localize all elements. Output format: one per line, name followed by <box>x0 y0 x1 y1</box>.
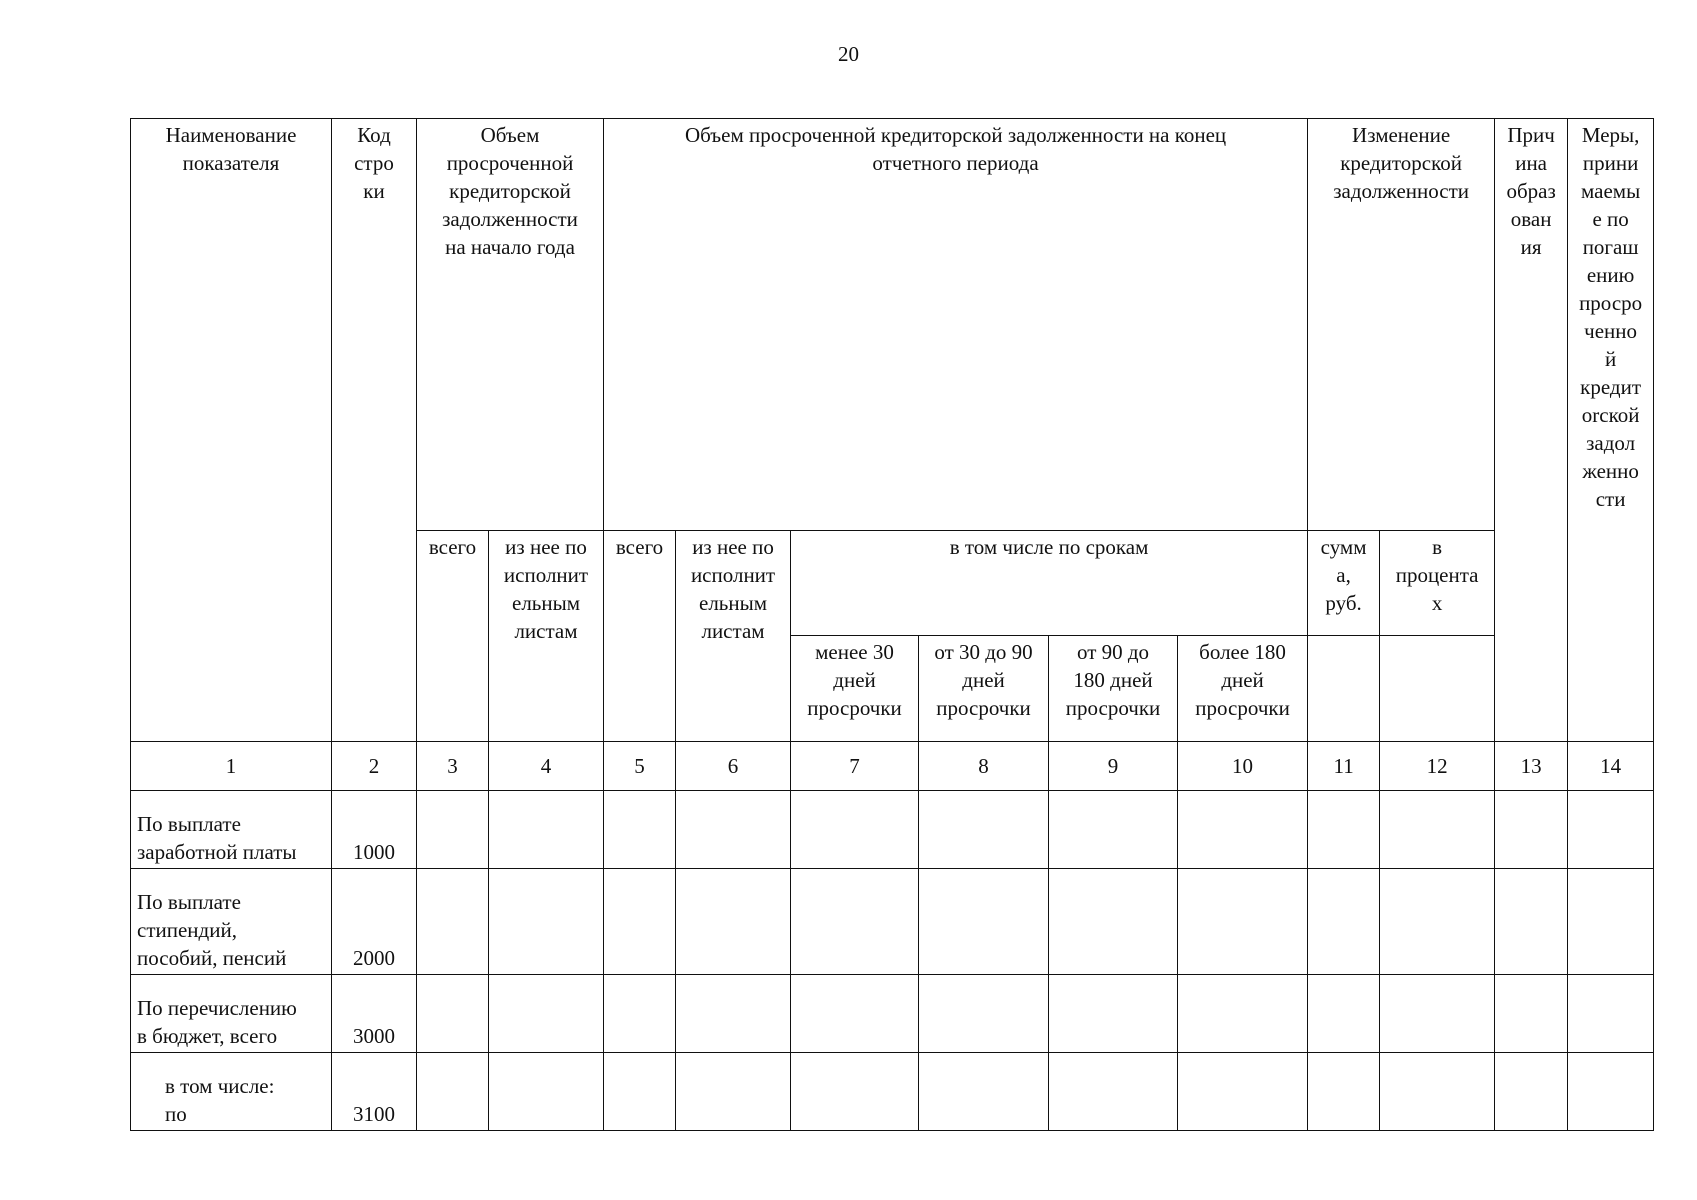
empty-cell <box>604 1053 676 1131</box>
column-number: 7 <box>791 742 919 791</box>
page-number: 20 <box>838 42 859 66</box>
empty-cell <box>1380 869 1495 975</box>
empty-cell <box>489 1053 604 1131</box>
empty-cell <box>791 869 919 975</box>
empty-cell <box>791 791 919 869</box>
empty-cell <box>1495 975 1568 1053</box>
column-number: 12 <box>1380 742 1495 791</box>
header-change-sum: сумм а, руб. <box>1308 531 1380 636</box>
column-number: 4 <box>489 742 604 791</box>
empty-cell <box>1178 975 1308 1053</box>
empty-cell <box>1049 1053 1178 1131</box>
header-change-sum-blank <box>1308 636 1380 742</box>
empty-cell <box>919 1053 1049 1131</box>
header-end-total: всего <box>604 531 676 742</box>
column-number: 2 <box>332 742 417 791</box>
column-number: 10 <box>1178 742 1308 791</box>
empty-cell <box>1049 791 1178 869</box>
empty-cell <box>1178 1053 1308 1131</box>
empty-cell <box>791 1053 919 1131</box>
header-measures: Меры, прини маемы е по погаш ению просро ченно й кредит orской задол женно сти <box>1568 119 1654 742</box>
row-name: По выплате заработной платы <box>131 791 332 869</box>
header-begin-year-volume: Объем просроченной кредиторской задолженности на начало года <box>417 119 604 531</box>
empty-cell <box>604 791 676 869</box>
header-by-terms: в том числе по срокам <box>791 531 1308 636</box>
header-end-writs: из нее по исполнит ельным листам <box>676 531 791 742</box>
empty-cell <box>1568 1053 1654 1131</box>
empty-cell <box>604 869 676 975</box>
column-number: 1 <box>131 742 332 791</box>
empty-cell <box>1308 975 1380 1053</box>
empty-cell <box>1380 1053 1495 1131</box>
row-code: 3100 <box>332 1053 417 1131</box>
empty-cell <box>417 1053 489 1131</box>
header-end-period-volume: Объем просроченной кредиторской задолженности на конец отчетного периода <box>604 119 1308 531</box>
empty-cell <box>1308 791 1380 869</box>
empty-cell <box>1495 1053 1568 1131</box>
header-change: Изменение кредиторской задолженности <box>1308 119 1495 531</box>
column-number: 11 <box>1308 742 1380 791</box>
column-number: 9 <box>1049 742 1178 791</box>
column-number: 5 <box>604 742 676 791</box>
empty-cell <box>1380 791 1495 869</box>
empty-cell <box>676 791 791 869</box>
header-term-30-90: от 30 до 90 дней просрочки <box>919 636 1049 742</box>
empty-cell <box>1049 869 1178 975</box>
table-row <box>131 975 1654 1053</box>
empty-cell <box>676 869 791 975</box>
table-row <box>131 1053 1654 1131</box>
header-indicator-name: Наименование показателя <box>131 119 332 742</box>
column-number: 8 <box>919 742 1049 791</box>
empty-cell <box>1568 791 1654 869</box>
table-row <box>131 869 1654 975</box>
empty-cell <box>1178 869 1308 975</box>
overdue-payables-table <box>130 118 1654 1131</box>
empty-cell <box>489 975 604 1053</box>
empty-cell <box>417 869 489 975</box>
empty-cell <box>1049 975 1178 1053</box>
column-number: 13 <box>1495 742 1568 791</box>
empty-cell <box>676 1053 791 1131</box>
column-number: 14 <box>1568 742 1654 791</box>
row-code: 2000 <box>332 869 417 975</box>
header-reason: Прич ина образ ован ия <box>1495 119 1568 742</box>
row-name: По перечислению в бюджет, всего <box>131 975 332 1053</box>
column-number: 3 <box>417 742 489 791</box>
empty-cell <box>1495 869 1568 975</box>
empty-cell <box>919 975 1049 1053</box>
row-code: 3000 <box>332 975 417 1053</box>
empty-cell <box>1568 869 1654 975</box>
empty-cell <box>1568 975 1654 1053</box>
row-name: в том числе: по <box>131 1053 332 1131</box>
empty-cell <box>1380 975 1495 1053</box>
header-begin-total: всего <box>417 531 489 742</box>
empty-cell <box>1308 1053 1380 1131</box>
empty-cell <box>1495 791 1568 869</box>
empty-cell <box>417 975 489 1053</box>
header-term-90-180: от 90 до 180 дней просрочки <box>1049 636 1178 742</box>
empty-cell <box>919 869 1049 975</box>
table-row <box>131 791 1654 869</box>
empty-cell <box>919 791 1049 869</box>
header-term-under-30: менее 30 дней просрочки <box>791 636 919 742</box>
empty-cell <box>489 791 604 869</box>
empty-cell <box>489 869 604 975</box>
header-begin-writs: из нее по исполнит ельным листам <box>489 531 604 742</box>
column-number: 6 <box>676 742 791 791</box>
empty-cell <box>1308 869 1380 975</box>
empty-cell <box>676 975 791 1053</box>
header-row-code: Код стро ки <box>332 119 417 742</box>
header-change-percent-blank <box>1380 636 1495 742</box>
empty-cell <box>1178 791 1308 869</box>
empty-cell <box>417 791 489 869</box>
row-name: По выплате стипендий, пособий, пенсий <box>131 869 332 975</box>
header-term-over-180: более 180 дней просрочки <box>1178 636 1308 742</box>
empty-cell <box>604 975 676 1053</box>
row-code: 1000 <box>332 791 417 869</box>
empty-cell <box>791 975 919 1053</box>
header-change-percent: в процента х <box>1380 531 1495 636</box>
